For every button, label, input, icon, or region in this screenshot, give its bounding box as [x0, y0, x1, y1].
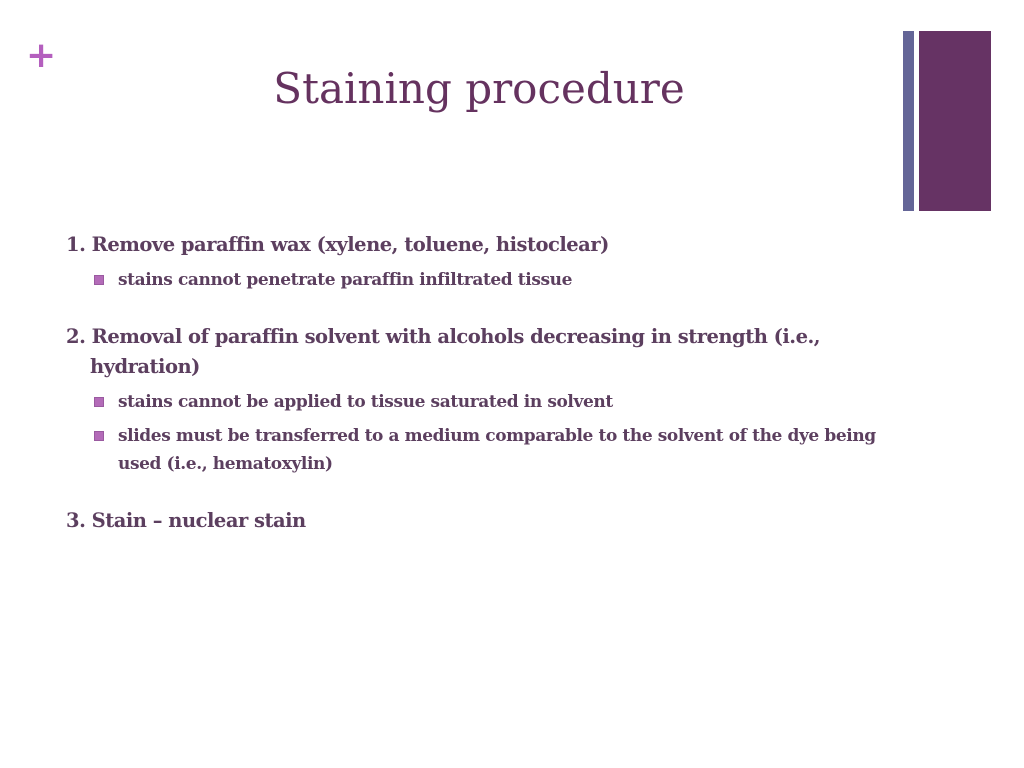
list-item-2: 2. Removal of paraffin solvent with alcohols decreasing in strength (i.e., hydration) [66, 325, 821, 378]
list-item-3: 3. Stain – nuclear stain [66, 509, 306, 532]
slide-title: Staining procedure [273, 64, 685, 113]
sub-bullet [66, 266, 886, 294]
decorative-bar-wide [919, 31, 991, 211]
sub-bullet-text: slides must be transferred to a medium comparable to the solvent of the dye being used (i.e., hematoxylin) [118, 426, 876, 474]
decorative-bar-thin [903, 31, 914, 211]
sub-bullet [66, 388, 886, 416]
square-bullet-icon [94, 397, 104, 407]
square-bullet-icon [94, 431, 104, 441]
sub-bullet-text: stains cannot be applied to tissue saturated in solvent [118, 392, 613, 412]
plus-icon: + [26, 35, 57, 76]
sub-bullet [66, 422, 878, 478]
slide-body [66, 230, 886, 542]
list-item-1: 1. Remove paraffin wax (xylene, toluene, histoclear) [66, 233, 609, 256]
sub-bullet-text: stains cannot penetrate paraffin infiltrated tissue [118, 270, 573, 290]
square-bullet-icon [94, 275, 104, 285]
